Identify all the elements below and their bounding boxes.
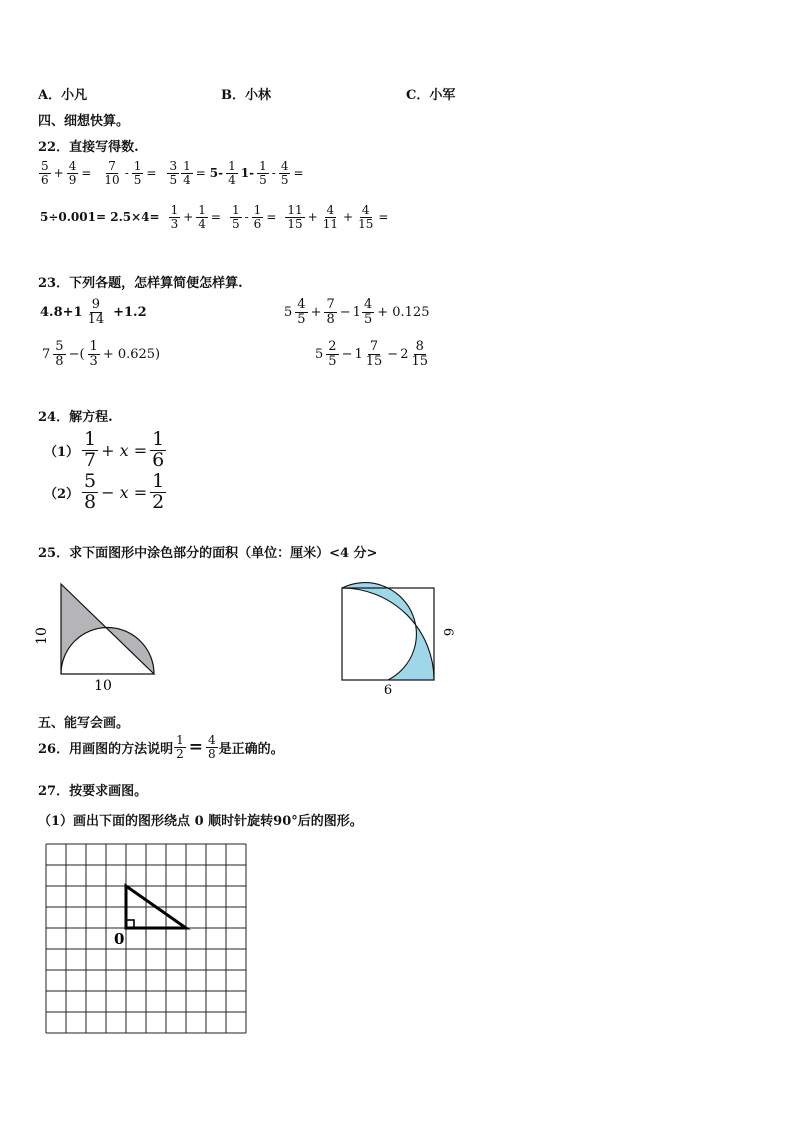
- q25-fig2-blue-region: [342, 583, 434, 680]
- q23-expr3: 7 $\frac{5}{8}$ −( $\frac{1}{3}$ + 0.625): [42, 339, 161, 369]
- q24-title: 24．解方程.: [38, 410, 113, 425]
- q27-sub1: （1）画出下面的图形绕点 0 顺时针旋转90°后的图形。: [38, 814, 363, 829]
- q23-expr4: 5 $\frac{2}{5}$ − 1 $\frac{7}{15}$ − 2 $\frac{8}{15}$: [315, 339, 429, 369]
- q25-figure1: [30, 578, 165, 694]
- q25-title: 25．求下面图形中涂色部分的面积（单位：厘米）<4 分>: [38, 546, 378, 561]
- q24-eq1: （1） $\frac{1}{7}$ + x = $\frac{1}{6}$: [44, 428, 165, 471]
- q22-title: 22．直接写得数.: [38, 140, 139, 155]
- q25-fig1-side-label: 10: [34, 627, 50, 645]
- q25-fig2-side-label: 6: [440, 627, 455, 637]
- q22-row1: $\frac{5}{6}$ + $\frac{4}{9}$ = $\frac{7}{10}$ - $\frac{1}{5}$ = $\frac{3}{5}$ $\frac{1}{4}$ = 5- $\frac{1}{4}$ 1- $\frac{1}{5}$ - $\frac{4}{5}$ =: [41, 159, 304, 187]
- option-a: A．小凡: [38, 88, 88, 103]
- q25-fig1-bottom-label: 10: [94, 678, 112, 694]
- q25-fig2-bottom-label: 6: [383, 683, 393, 698]
- q23-title: 23．下列各题，怎样算简便怎样算.: [38, 276, 243, 291]
- section-five-heading: 五、能写会画。: [38, 716, 130, 731]
- option-c: C．小军: [406, 88, 456, 103]
- q22-r1-e1-a: $\frac{5}{6}$: [41, 159, 49, 187]
- q27-title: 27．按要求画图。: [38, 784, 148, 799]
- q26-line: 26．用画图的方法说明 $\frac{1}{2}$ = $\frac{4}{8}$ 是正确的。: [38, 733, 284, 761]
- q24-eq2: （2） $\frac{5}{8}$ − x = $\frac{1}{2}$: [44, 470, 165, 513]
- option-b: B．小林: [221, 88, 271, 103]
- section-four-heading: 四、细想快算。: [38, 114, 130, 129]
- q27-point-label: 0: [114, 930, 125, 948]
- q23-expr2: 5 $\frac{4}{5}$ + $\frac{7}{8}$ − 1 $\frac{4}{5}$ + 0.125: [284, 297, 430, 327]
- q25-figure2: [330, 580, 460, 698]
- q25-fig1-gray-region-b: [30, 578, 165, 694]
- q22-row2: 5÷0.001= 2.5×4= $\frac{1}{3}$ + $\frac{1}{4}$ = $\frac{1}{5}$ - $\frac{1}{6}$ = $\frac{11}{15}$ + $\frac{4}{11}$ + $\frac{4}{15}$ =: [40, 203, 389, 231]
- q23-expr1: 4.8+1 $\frac{9}{14}$ +1.2: [40, 297, 147, 327]
- q27-grid: [40, 838, 254, 1040]
